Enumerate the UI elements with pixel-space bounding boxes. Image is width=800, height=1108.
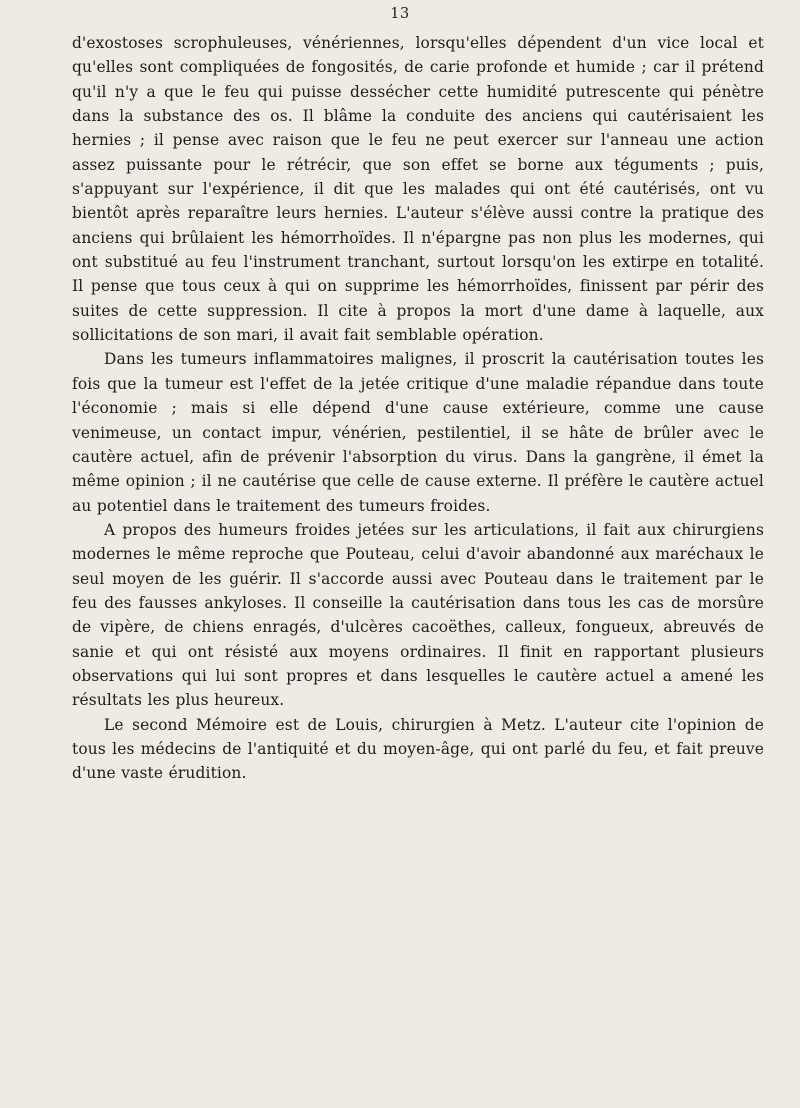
paragraph-2: Dans les tumeurs inflammatoires malignes, il proscrit la cautérisation toutes les fois que la tumeur est l'effet de la jetée critique d'une maladie répandue dans toute l'économie ; mais si elle dépend d'une cause extérieure, comme une cause venimeuse, un contact impur, vénérien, pestilentiel, il se hâte de brûler avec le cautère actuel, afin de prévenir l'absorption du virus. Dans la gangrène, il émet la même opinion ; il ne cautérise que celle de cause externe. Il préfère le cautère actuel au potentiel dans le traitement des tumeurs froides.: [72, 350, 764, 515]
paragraph-4: Le second Mémoire est de Louis, chirurgien à Metz. L'auteur cite l'opinion de tous les médecins de l'antiquité et du moyen-âge, qui ont parlé du feu, et fait preuve d'une vaste érudition.: [72, 715, 764, 783]
page-number: 13: [390, 6, 410, 22]
paragraph-1: d'exostoses scrophuleuses, vénériennes, lorsqu'elles dépendent d'un vice local et qu'elles sont compliquées de fongosités, de carie profonde et humide ; car il prétend qu'il n'y a que le feu qui puisse dessécher cette humidité putrescente qui pénètre dans la substance des os. Il blâme la conduite des anciens qui cautérisaient les hernies ; il pense avec raison que le feu ne peut exercer sur l'anneau une action assez puissante pour le rétrécir, que son effet se borne aux téguments ; puis, s'appuyant sur l'expérience, il dit que les malades qui ont été cautérisés, ont vu bientôt après reparaître leurs hernies. L'auteur s'élève aussi contre la pratique des anciens qui brûlaient les hémorrhoïdes. Il n'épargne pas non plus les modernes, qui ont substitué au feu l'instrument tranchant, surtout lorsqu'on les extirpe en totalité. Il pense que tous ceux à qui on supprime les hémorrhoïdes, finissent par périr des suites de cette suppression. Il cite à propos la mort d'une dame à laquelle, aux sollicitations de son mari, il avait fait semblable opération.: [72, 34, 764, 345]
body-text: [72, 31, 764, 786]
paragraph-3: A propos des humeurs froides jetées sur les articulations, il fait aux chirurgiens modernes le même reproche que Pouteau, celui d'avoir abandonné aux maréchaux le seul moyen de les guérir. Il s'accorde aussi avec Pouteau dans le traitement par le feu des fausses ankyloses. Il conseille la cautérisation dans tous les cas de morsûre de vipère, de chiens enragés, d'ulcères cacoëthes, calleux, fongueux, abreuvés de sanie et qui ont résisté aux moyens ordinaires. Il finit en rapportant plusieurs observations qui lui sont propres et dans lesquelles le cautère actuel a amené les résultats les plus heureux.: [72, 520, 764, 710]
